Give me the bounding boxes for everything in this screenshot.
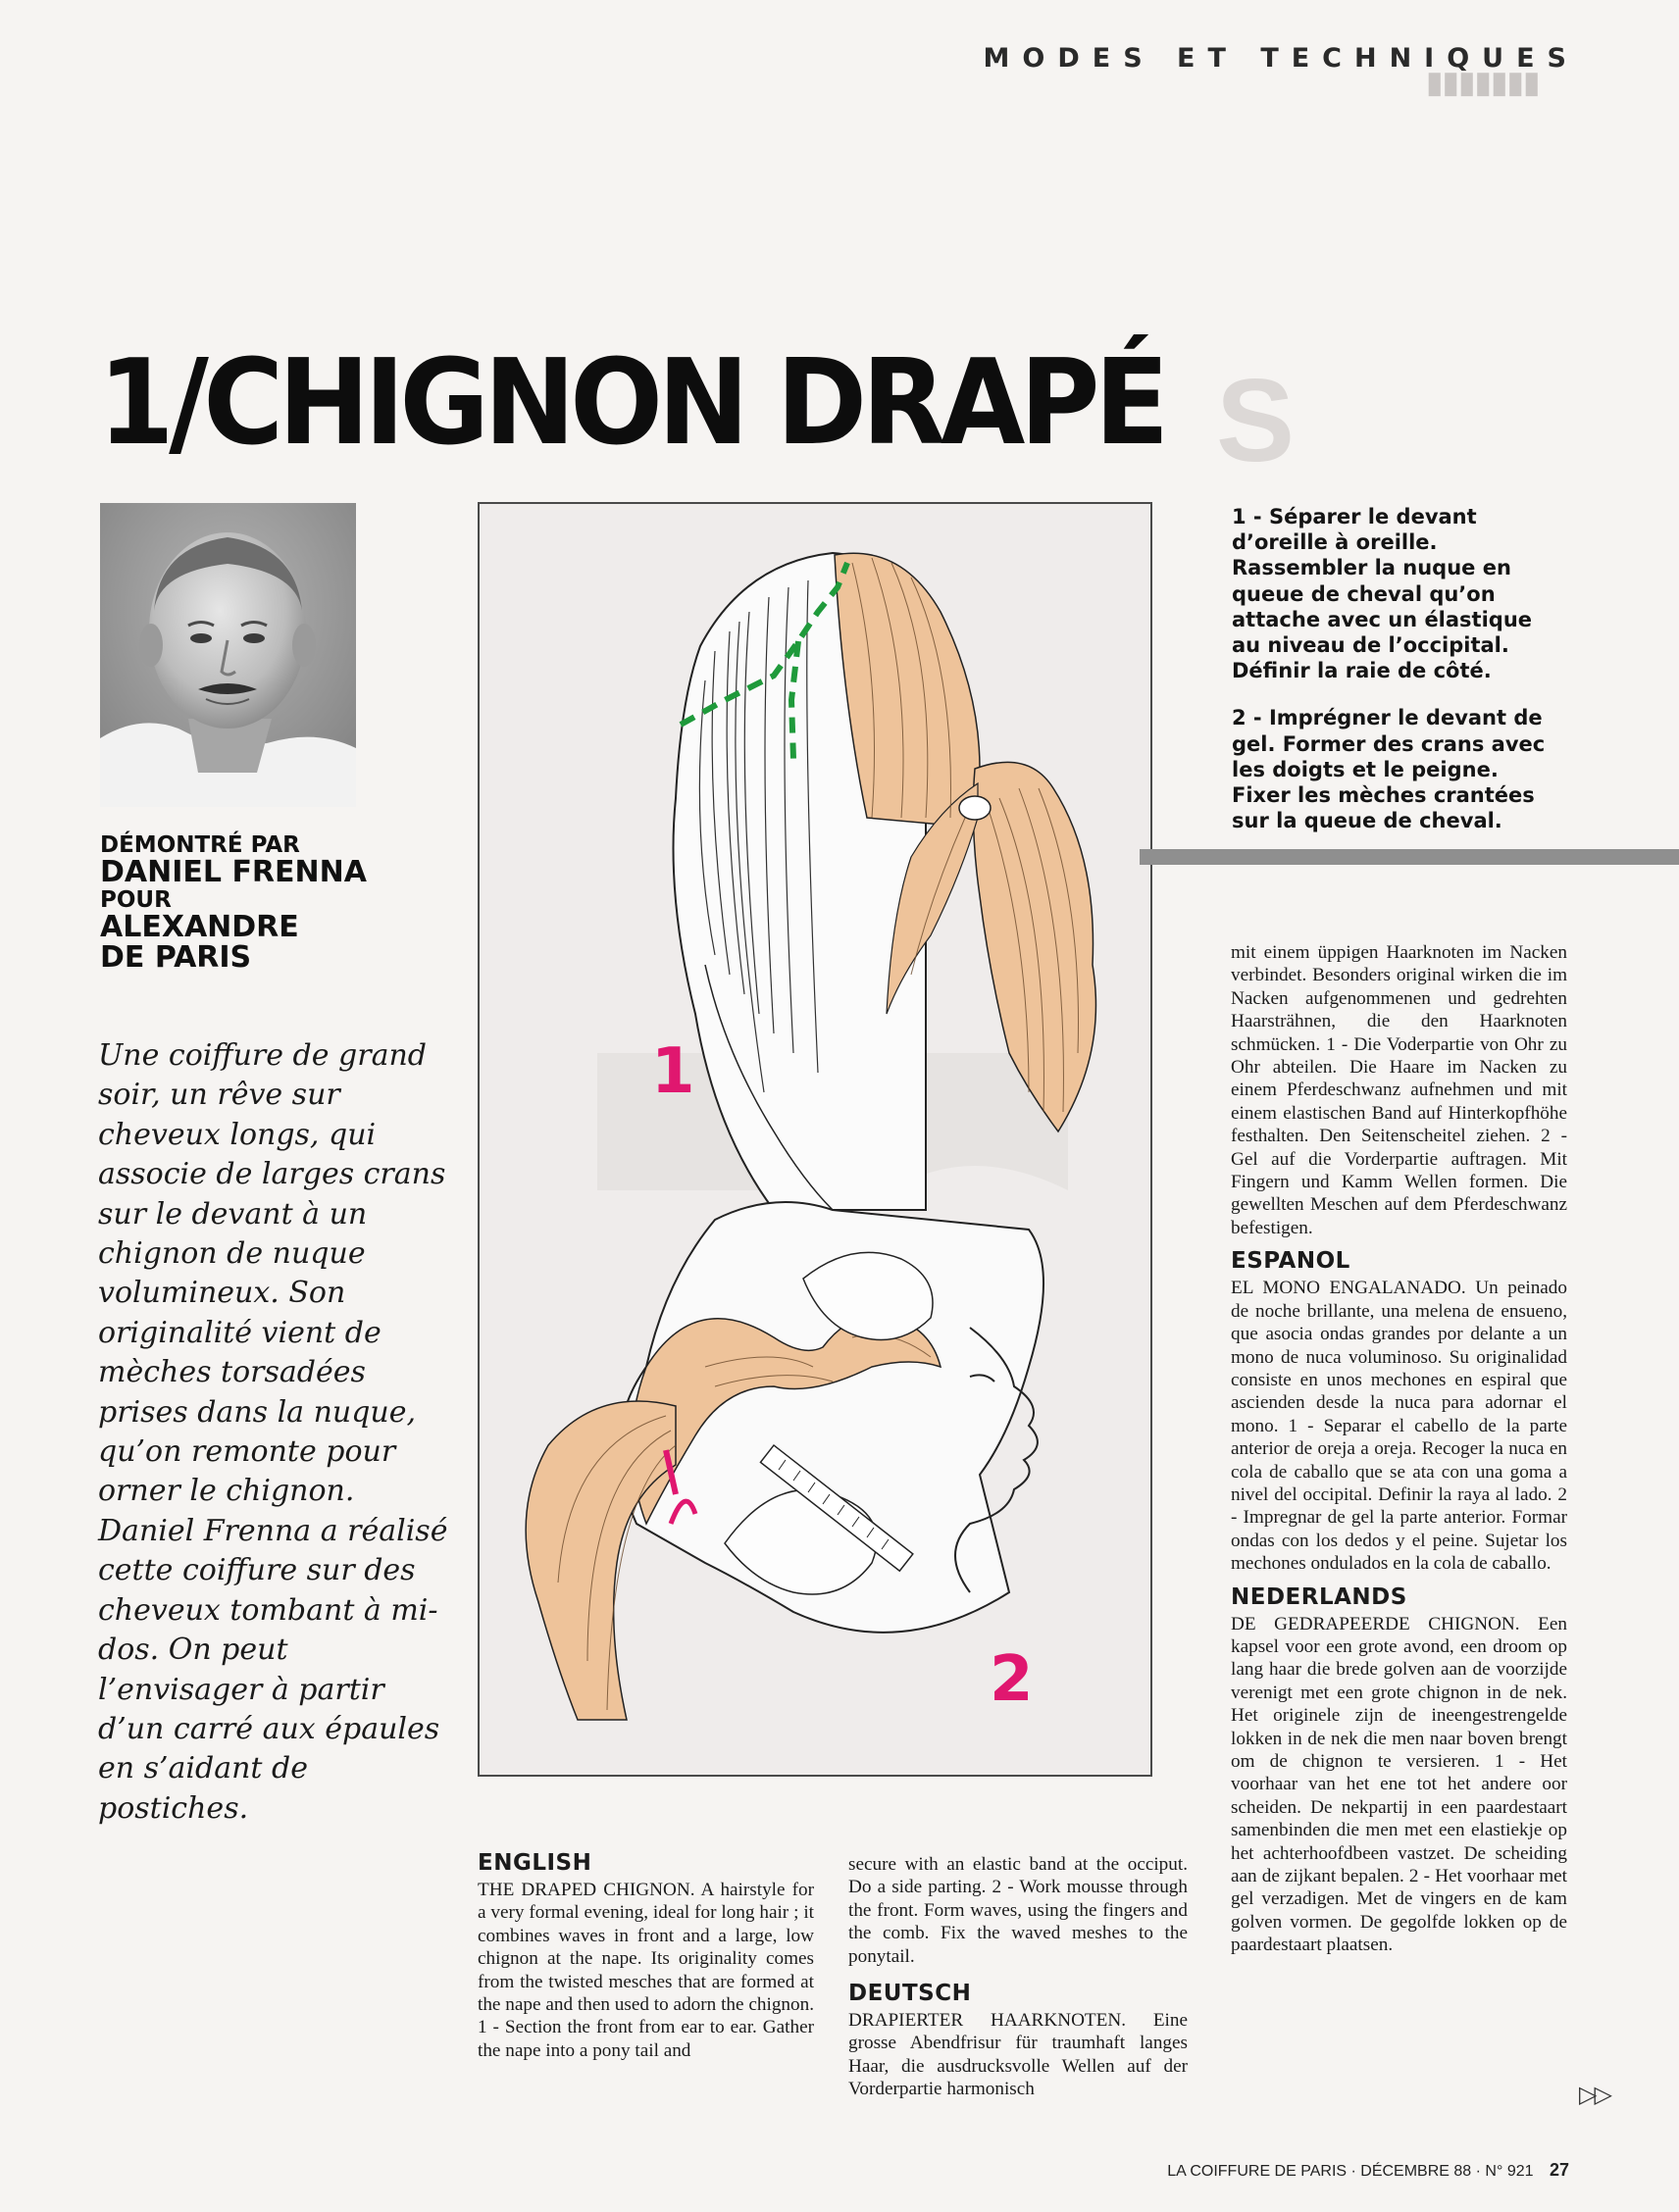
show-through-text: ▮▮▮▮▮▮▮	[1426, 67, 1540, 99]
step1-number: 1	[651, 1035, 695, 1108]
continue-arrows: ▷▷	[1579, 2081, 1609, 2108]
step-diagrams	[480, 504, 1150, 1775]
text-column-right	[1231, 941, 1567, 1957]
portrait-illustration	[100, 503, 356, 807]
deutsch-text-continued: mit einem üppigen Haarknoten im Nacken verbindet. Besonders original wirken die im Nacken aufgenommenen und gedrehten Haarsträhnen, die den Haarknoten schmücken. 1 - Die Voderpartie von Ohr zu Ohr abteilen. Die Haare im Nacken zu einem Pferdeschwanz aufnehmen und mit einem elastischen Band auf Hinterkopfhöhe festhalten. Den Seitenscheitel ziehen. 2 - Gel auf die Vorderpartie auftragen. Mit Fingern und Kamm Wellen formen. Die gewellten Meschen auf dem Pferdeschwanz befestigen.	[1231, 942, 1567, 1238]
author-credit	[100, 833, 367, 974]
nederlands-text: DE GEDRAPEERDE CHIGNON. Een kapsel voor een grote avond, een droom op lang haar die brede golven aan de voorzijde verenigt met een grote chignon in de nek. Het originele zijn de ineengestrengelde lokken in de nek die men naar boven brengt om de chignon te versieren. 1 - Het voorhaar van het ene tot het andere oor scheiden. De nekpartij in een paardestaart samenbinden die men met een elastiekje op het achterhoofdbeen vastzet. De scheiding aan de zijkant bepalen. 2 - Het voorhaar met gel verzadigen. Met de vingers en de kam golven vormen. De gegolfde lokken op de paardestaart plaatsen.	[1231, 1613, 1567, 1956]
page-number: 27	[1549, 2160, 1569, 2180]
credit-salon-name-2: DE PARIS	[100, 940, 252, 976]
intro-paragraph: Une coiffure de grand soir, un rêve sur cheveux longs, qui associe de larges crans sur le devant à un chignon de nuque volumineux. Son originalité vient de mèches torsadées prises dans la nuque, qu’on remonte pour orner le chignon. Daniel Frenna a réalisé cette coiffure sur des cheveux tombant à mi-dos. On peut l’envisager à partir d’un carré aux épaules en s’aidant de postiches.	[98, 1038, 448, 1826]
text-column-middle	[848, 1853, 1188, 2101]
deutsch-heading: DEUTSCH	[848, 1981, 972, 2007]
step2-head-drawing	[526, 1202, 1043, 1720]
deutsch-text: DRAPIERTER HAARKNOTEN. Eine grosse Abendfrisur für traumhaft langes Haar, die ausdrucksvolle Wellen auf der Vorderpartie harmonisch	[848, 2010, 1188, 2100]
show-through-letter: S	[1216, 355, 1296, 486]
espanol-text: EL MONO ENGALANADO. Un peinado de noche brillante, una melena de ensueno, que asocia ondas grandes por delante a un mono de nuca voluminoso. Su originalidad consiste en unos mechones en espiral que ascienden desde la nuca para adornar el mono. 1 - Separar el cabello de la parte anterior de oreja a oreja. Recoger la nuca en cola de caballo que se ata con una goma a nivel del occipital. Definir la raya al lado. 2 - Impregnar de gel la parte anterior. Formar ondas con los dedos y el peine. Sujetar los mechones ondulados en la cola de caballo.	[1231, 1278, 1567, 1575]
steps-french	[1232, 504, 1555, 855]
nederlands-heading: NEDERLANDS	[1231, 1584, 1407, 1610]
hairstyle-illustration	[478, 502, 1152, 1777]
page-title: 1/CHIGNON DRAPÉ	[98, 335, 1164, 472]
english-heading: ENGLISH	[478, 1850, 592, 1876]
publication-line: LA COIFFURE DE PARIS · DÉCEMBRE 88 · N° 921	[1167, 2163, 1534, 2180]
credit-salon-name-1: ALEXANDRE	[100, 909, 299, 944]
section-rubric: MODES ET TECHNIQUES	[983, 43, 1579, 74]
credit-stylist-name: DANIEL FRENNA	[100, 855, 367, 890]
page-footer	[1167, 2160, 1569, 2181]
credit-line-demonstrated-by: DÉMONTRÉ PAR	[100, 832, 300, 858]
step-fr-1: 1 - Séparer le devant d’oreille à oreille. Rassembler la nuque en queue de cheval qu’on attache avec un élastique au niveau de l’occipital. Définir la raie de côté.	[1232, 505, 1533, 683]
english-text: THE DRAPED CHIGNON. A hairstyle for a very formal evening, ideal for long hair ; it combines waves in front and a large, low chignon at the nape. Its originality comes from the twisted mesches that are formed at the nape and then used to adorn the chignon. 1 - Section the front from ear to ear. Gather the nape into a pony tail and	[478, 1880, 814, 2061]
author-portrait	[100, 503, 356, 807]
english-text-continued: secure with an elastic band at the occiput. Do a side parting. 2 - Work mousse through the front. Form waves, using the fingers and the comb. Fix the waved meshes to the ponytail.	[848, 1854, 1188, 1967]
text-column-english	[478, 1847, 814, 2062]
espanol-heading: ESPANOL	[1231, 1248, 1350, 1275]
step2-number: 2	[990, 1643, 1034, 1716]
divider-bar	[1140, 849, 1679, 865]
step-fr-2: 2 - Imprégner le devant de gel. Former des crans avec les doigts et le peigne. Fixer les mèches crantées sur la queue de cheval.	[1232, 706, 1546, 833]
credit-line-for: POUR	[100, 886, 172, 913]
